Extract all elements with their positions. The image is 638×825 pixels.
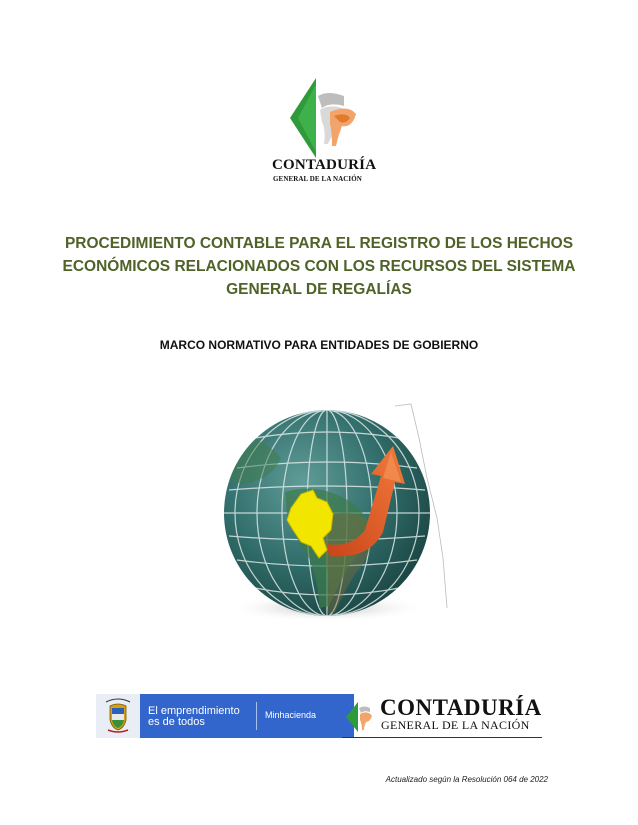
colombia-shield-box bbox=[96, 694, 140, 738]
bottom-logo-name: CONTADURÍA bbox=[380, 695, 542, 720]
government-slogan bbox=[148, 706, 268, 728]
logo-subtitle: GENERAL DE LA NACIÓN bbox=[273, 175, 362, 183]
document-title: PROCEDIMIENTO CONTABLE PARA EL REGISTRO DE LOS HECHOS ECONÓMICOS RELACIONADOS CON LOS RECURSOS DEL SISTEMA GENERAL DE REGALÍAS bbox=[62, 235, 576, 298]
logo-name: CONTADURÍA bbox=[272, 157, 377, 173]
colombia-shield-icon bbox=[96, 694, 140, 738]
contaduria-emblem-icon bbox=[268, 74, 372, 160]
globe-illustration bbox=[215, 398, 453, 630]
bottom-logo-subtitle: GENERAL DE LA NACIÓN bbox=[381, 718, 530, 732]
contaduria-logo-top bbox=[268, 74, 377, 186]
slogan-line-1: El emprendimiento bbox=[148, 705, 240, 717]
slogan-line-2: es de todos bbox=[148, 716, 205, 728]
contaduria-emblem-small-icon bbox=[342, 700, 376, 734]
government-banner bbox=[96, 694, 341, 738]
banner-divider bbox=[256, 702, 257, 730]
contaduria-logo-bottom bbox=[342, 694, 542, 740]
update-note: Actualizado según la Resolución 064 de 2022 bbox=[385, 775, 548, 784]
ministry-name: Minhacienda bbox=[265, 710, 317, 720]
bottom-logo-rule bbox=[342, 737, 542, 738]
document-subtitle: MARCO NORMATIVO PARA ENTIDADES DE GOBIERNO bbox=[159, 338, 479, 352]
